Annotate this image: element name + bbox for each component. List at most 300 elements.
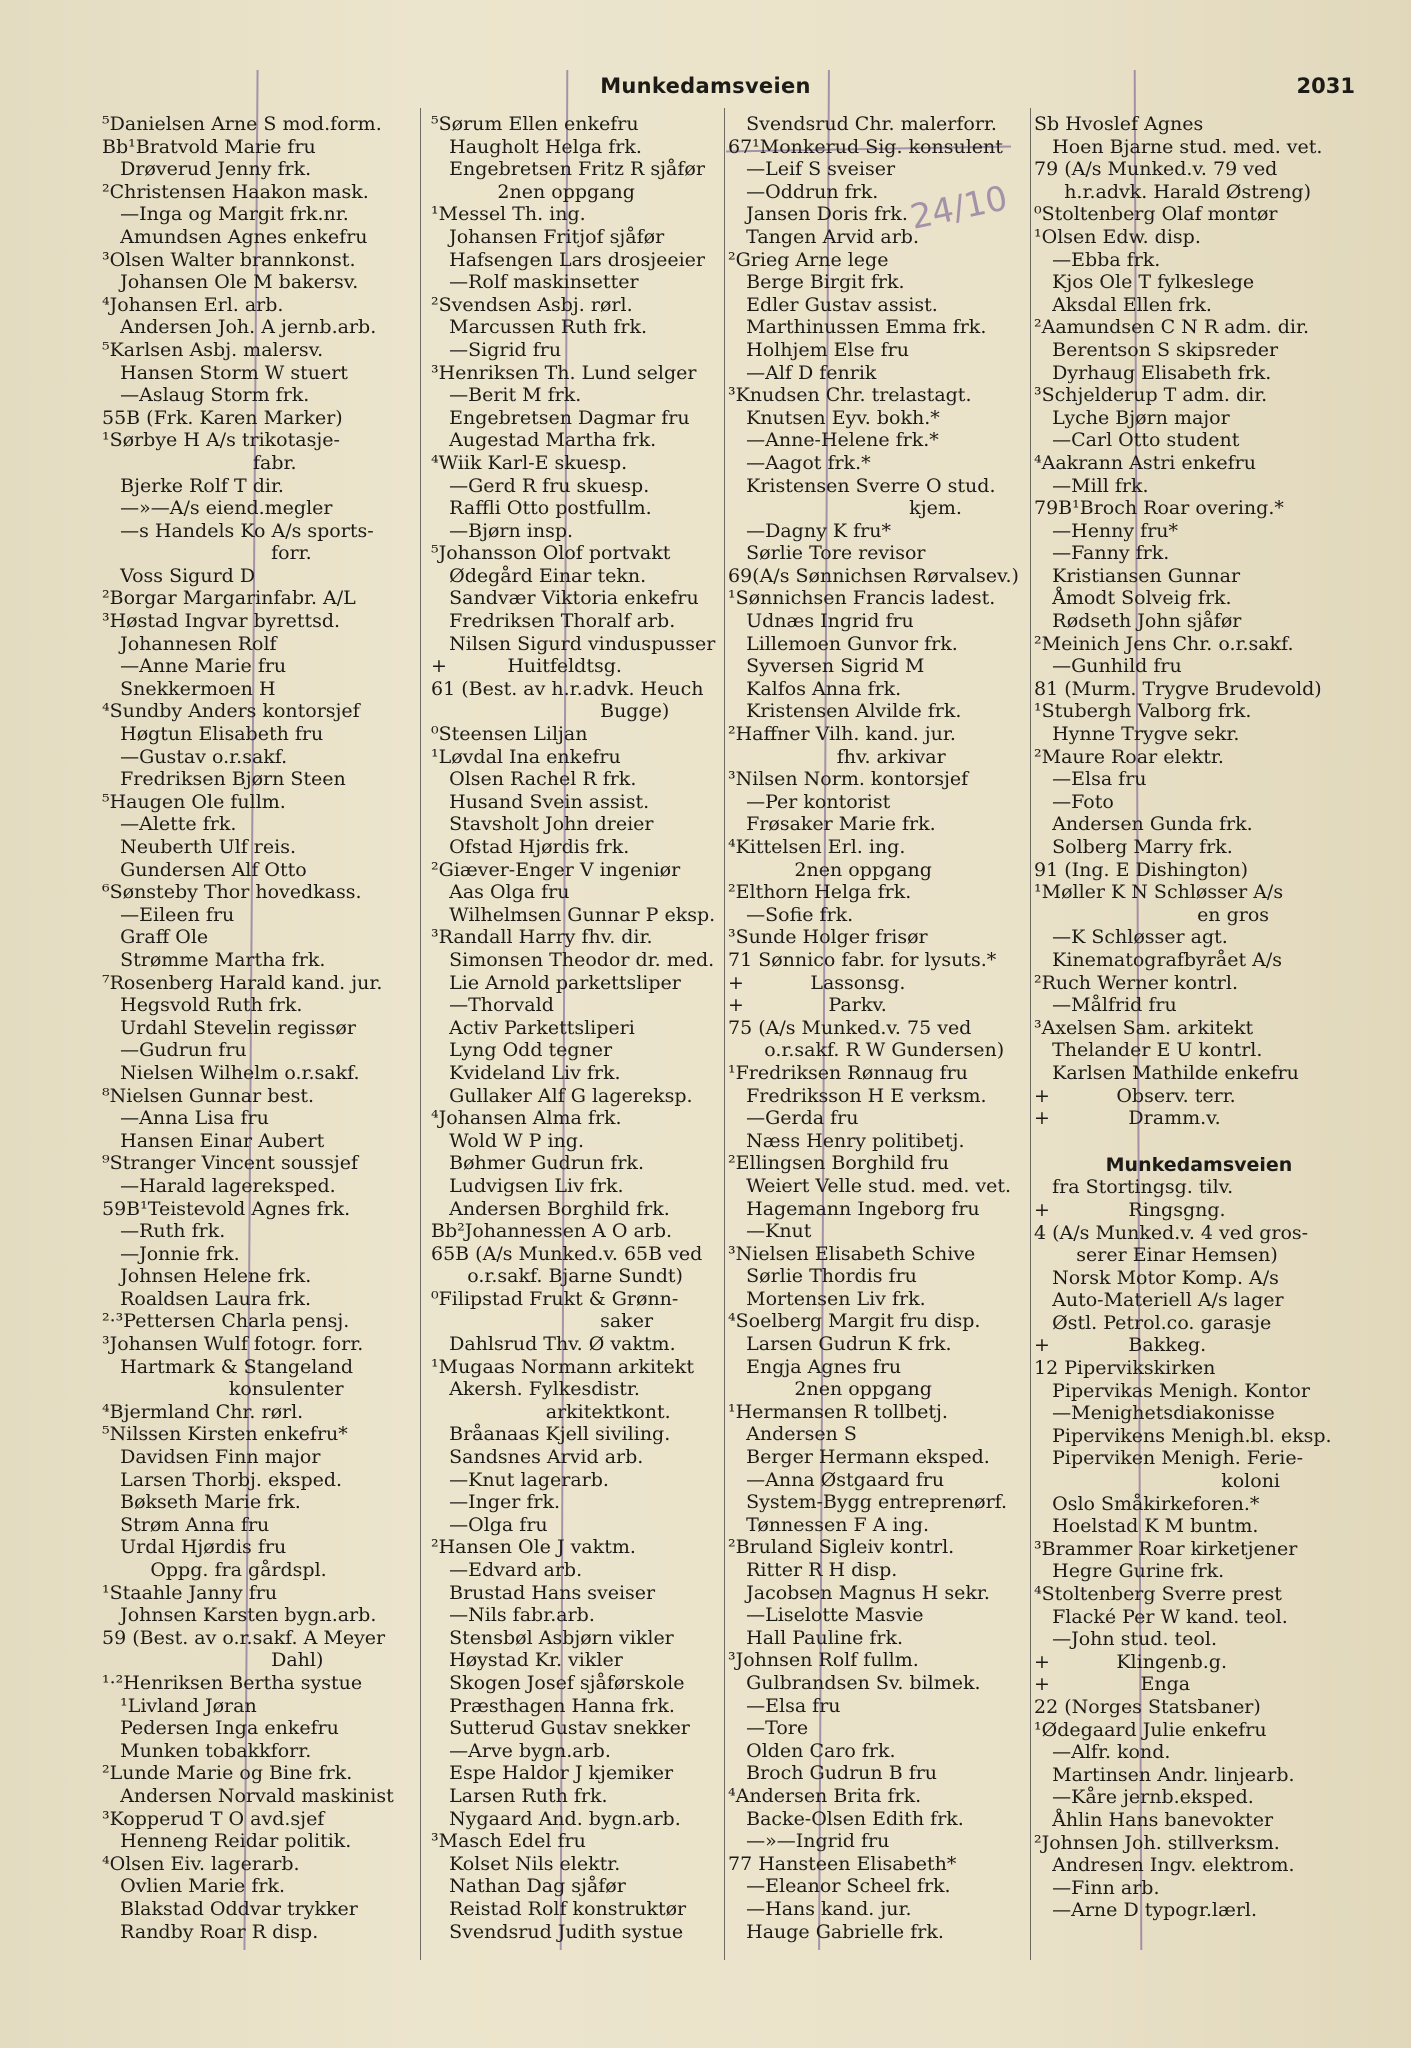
directory-entry: Berger Hermann eksped. — [728, 1446, 990, 1469]
directory-entry: Voss Sigurd D — [102, 564, 256, 587]
directory-entry: Thelander E U kontrl. — [1034, 1039, 1263, 1062]
directory-entry: Jacobsen Magnus H sekr. — [728, 1581, 990, 1604]
directory-entry: ¹Sønnichsen Francis ladest. — [728, 587, 996, 610]
directory-entry: Hall Pauline frk. — [728, 1626, 904, 1649]
directory-column-4 — [1034, 113, 1364, 1922]
directory-entry: Pedersen Inga enkefru — [102, 1717, 339, 1740]
directory-entry: + Parkv. — [728, 994, 887, 1017]
directory-entry: —Anne-Helene frk.* — [728, 429, 939, 452]
directory-entry: + Lassonsg. — [728, 971, 906, 994]
directory-entry: ⁵Johansson Olof portvakt — [431, 542, 671, 565]
directory-entry: ²Borgar Margarinfabr. A/L — [102, 587, 356, 610]
directory-entry: Høgtun Elisabeth fru — [102, 723, 324, 746]
directory-entry: Graff Ole — [102, 926, 209, 949]
directory-entry: 79B¹Broch Roar overing.* — [1034, 497, 1284, 520]
directory-entry: 75 (A/s Munked.v. 75 ved — [728, 1016, 972, 1039]
directory-entry: Kristensen Sverre O stud. — [728, 474, 996, 497]
directory-entry: Aksdal Ellen frk. — [1034, 293, 1212, 316]
directory-entry: —Berit M frk. — [431, 384, 582, 407]
directory-entry: ¹Møller K N Schløsser A/s — [1034, 881, 1284, 904]
directory-entry: —Dagny K fru* — [728, 519, 891, 542]
directory-entry: Wold W P ing. — [431, 1129, 584, 1152]
directory-entry: ⁴Olsen Eiv. lagerarb. — [102, 1852, 300, 1875]
directory-entry: ²Elthorn Helga frk. — [728, 881, 912, 904]
directory-entry: Roaldsen Laura frk. — [102, 1287, 311, 1310]
directory-entry: —Sigrid fru — [431, 338, 562, 361]
directory-entry: Kinematografbyrået A/s — [1034, 948, 1282, 971]
directory-entry: ³Olsen Walter brannkonst. — [102, 248, 356, 271]
directory-entry: Andersen Gunda frk. — [1034, 813, 1253, 836]
directory-entry: o.r.sakf. R W Gundersen) — [728, 1039, 1005, 1062]
directory-entry: Johansen Fritjof sjåfør — [431, 225, 665, 248]
directory-entry: Henneng Reidar politik. — [102, 1830, 352, 1853]
directory-column-2 — [431, 113, 724, 1943]
directory-entry: 91 (Ing. E Dishington) — [1034, 858, 1249, 881]
directory-entry: Mortensen Liv frk. — [728, 1287, 926, 1310]
directory-entry: ⁰Stoltenberg Olaf montør — [1034, 203, 1278, 226]
directory-entry: Augestad Martha frk. — [431, 429, 657, 452]
directory-entry: Gundersen Alf Otto — [102, 858, 307, 881]
directory-entry: Pipervikas Menigh. Kontor — [1034, 1379, 1310, 1402]
directory-entry: Johannesen Rolf — [102, 632, 277, 655]
directory-entry: —»—Ingrid fru — [728, 1830, 890, 1853]
directory-entry: ²Ellingsen Borghild fru — [728, 1152, 949, 1175]
directory-entry: —Anne Marie fru — [102, 655, 287, 678]
directory-entry: konsulenter — [102, 1378, 344, 1401]
directory-entry: Lillemoen Gunvor frk. — [728, 632, 958, 655]
directory-entry: Sb Hvoslef Agnes — [1034, 113, 1204, 135]
directory-entry: Svendsrud Judith systue — [431, 1920, 684, 1943]
directory-entry: Karlsen Mathilde enkefru — [1034, 1061, 1299, 1084]
directory-entry: Larsen Gudrun K frk. — [728, 1333, 952, 1356]
directory-entry: ⁶Sønsteby Thor hovedkass. — [102, 881, 362, 904]
directory-entry: Fredriksen Thoralf arb. — [431, 610, 676, 633]
directory-entry: —Anna Lisa fru — [102, 1107, 269, 1130]
directory-entry: ¹·²Henriksen Bertha systue — [102, 1671, 363, 1694]
directory-entry: Drøverud Jenny frk. — [102, 158, 312, 181]
directory-entry: ⁴Kittelsen Erl. ing. — [728, 836, 906, 858]
directory-entry: Berentson S skipsreder — [1034, 338, 1279, 361]
directory-entry: Sandvær Viktoria enkefru — [431, 587, 699, 610]
directory-entry: Hegre Gurine frk. — [1034, 1560, 1225, 1583]
directory-entry: —Sofie frk. — [728, 903, 854, 926]
directory-entry: 2nen oppgang — [431, 180, 635, 203]
directory-entry: —»—A/s eiend.megler — [102, 497, 333, 520]
directory-entry: + Ringsgng. — [1034, 1198, 1226, 1221]
directory-entry: ¹Olsen Edw. disp. — [1034, 225, 1201, 248]
directory-entry: ⁴Soelberg Margit fru disp. — [728, 1310, 981, 1333]
directory-entry: Norsk Motor Komp. A/s — [1034, 1266, 1279, 1289]
directory-entry: Sandsnes Arvid arb. — [431, 1446, 644, 1469]
directory-entry: Kristensen Alvilde frk. — [728, 700, 962, 723]
directory-entry: Stensbøl Asbjørn vikler — [431, 1626, 674, 1649]
directory-entry: + Enga — [1034, 1673, 1191, 1696]
directory-entry: —Henny fru* — [1034, 519, 1179, 542]
directory-entry: —Målfrid fru — [1034, 994, 1177, 1017]
directory-entry: Oppg. fra gårdspl. — [102, 1559, 327, 1581]
directory-entry: Berge Birgit frk. — [728, 271, 905, 294]
directory-entry: 77 Hansteen Elisabeth* — [728, 1852, 957, 1875]
directory-entry: 67¹Monkerud Sig. konsulent — [728, 135, 1003, 158]
directory-entry: serer Einar Hemsen) — [1034, 1244, 1278, 1267]
directory-entry: —Alfr. kond. — [1034, 1741, 1171, 1764]
directory-entry: —Ebba frk. — [1034, 248, 1161, 271]
directory-entry: —Anna Østgaard fru — [728, 1468, 945, 1491]
directory-entry: 59 (Best. av o.r.sakf. A Meyer — [102, 1626, 386, 1649]
directory-entry: Weiert Velle stud. med. vet. — [728, 1174, 1012, 1197]
directory-entry: ⁵Nilssen Kirsten enkefru* — [102, 1423, 348, 1446]
directory-entry: Oslo Småkirkeforen.* — [1034, 1492, 1260, 1515]
directory-entry: ³Knudsen Chr. trelastagt. — [728, 384, 972, 407]
directory-entry: Hynne Trygve sekr. — [1034, 723, 1240, 746]
directory-entry: —Alette frk. — [102, 813, 237, 836]
directory-entry: ⁵Karlsen Asbj. malersv. — [102, 338, 324, 361]
directory-entry: Munken tobakkforr. — [102, 1739, 312, 1762]
directory-entry: Kalfos Anna frk. — [728, 677, 902, 700]
directory-entry: 61 (Best. av h.r.advk. Heuch — [431, 677, 704, 700]
directory-entry: Næss Henry politibetj. — [728, 1129, 965, 1152]
directory-entry: Marthinussen Emma frk. — [728, 316, 987, 339]
directory-entry: —Eileen fru — [102, 903, 235, 926]
directory-entry: —John stud. teol. — [1034, 1628, 1217, 1651]
directory-entry: Engebretsen Dagmar fru — [431, 406, 690, 429]
directory-entry: 59B¹Teistevold Agnes frk. — [102, 1197, 351, 1220]
directory-entry: ²Ruch Werner kontrl. — [1034, 971, 1239, 994]
directory-entry: ²Christensen Haakon mask. — [102, 180, 369, 203]
directory-entry: Andersen S — [728, 1423, 857, 1446]
directory-entry: ³Randall Harry fhv. dir. — [431, 926, 653, 949]
directory-entry: —Gerd R fru skuesp. — [431, 474, 650, 497]
directory-entry: —Knut — [728, 1220, 812, 1243]
directory-entry: ³Høstad Ingvar byrettsd. — [102, 610, 341, 633]
directory-entry: Knutsen Eyv. bokh.* — [728, 406, 940, 429]
directory-entry: —Inga og Margit frk.nr. — [102, 203, 349, 226]
directory-entry: Nathan Dag sjåfør — [431, 1875, 626, 1898]
directory-entry: Hansen Einar Aubert — [102, 1129, 325, 1152]
directory-entry: ⁰Steensen Liljan — [431, 723, 588, 746]
directory-entry: Bråanaas Kjell siviling. — [431, 1423, 671, 1446]
directory-entry: ⁵Sørum Ellen enkefru — [431, 113, 639, 135]
directory-entry: Urdahl Stevelin regissør — [102, 1016, 356, 1039]
directory-entry: ⁹Stranger Vincent soussjef — [102, 1152, 359, 1175]
directory-entry: Bøkseth Marie frk. — [102, 1491, 301, 1514]
directory-entry: Aas Olga fru — [431, 881, 570, 904]
directory-entry: 12 Pipervikskirken — [1034, 1357, 1216, 1380]
directory-entry: Jansen Doris frk. — [728, 203, 908, 226]
handwritten-note: 24/10 — [906, 178, 1012, 238]
directory-entry: —Alf D fenrik — [728, 361, 877, 384]
directory-entry: + Huitfeldtsg. — [431, 655, 622, 678]
directory-entry: Lyng Odd tegner — [431, 1039, 613, 1062]
directory-entry: ³Nielsen Elisabeth Schive — [728, 1242, 976, 1265]
directory-entry: o.r.sakf. Bjarne Sundt) — [431, 1265, 683, 1288]
directory-entry: Larsen Thorbj. eksped. — [102, 1468, 343, 1491]
directory-entry: forr. — [102, 542, 312, 565]
directory-entry: Wilhelmsen Gunnar P eksp. — [431, 903, 716, 926]
directory-entry: ⁴Johansen Erl. arb. — [102, 293, 284, 316]
directory-entry: kjem. — [728, 497, 962, 520]
directory-entry: Ofstad Hjørdis frk. — [431, 836, 630, 858]
directory-entry: —Foto — [1034, 790, 1114, 813]
directory-column-3 — [728, 113, 1038, 1943]
directory-entry: Ovlien Marie frk. — [102, 1875, 285, 1898]
directory-entry: Akersh. Fylkesdistr. — [431, 1378, 640, 1401]
directory-entry: ³Johansen Wulf fotogr. forr. — [102, 1333, 364, 1356]
directory-entry: ¹Mugaas Normann arkitekt — [431, 1355, 694, 1378]
directory-entry: Dyrhaug Elisabeth frk. — [1034, 361, 1272, 384]
directory-entry: Holhjem Else fru — [728, 338, 909, 361]
directory-entry: ⁰Filipstad Frukt & Grønn- — [431, 1287, 679, 1310]
directory-entry: 2nen oppgang — [728, 1378, 932, 1401]
directory-entry: Ludvigsen Liv frk. — [431, 1174, 624, 1197]
directory-entry: ³Schjelderup T adm. dir. — [1034, 384, 1268, 407]
directory-entry: + Dramm.v. — [1034, 1107, 1221, 1130]
directory-entry: —Gudrun fru — [102, 1039, 247, 1062]
directory-entry: Strøm Anna fru — [102, 1513, 270, 1536]
directory-entry: ³Masch Edel fru — [431, 1830, 586, 1853]
directory-entry: ¹Ødegaard Julie enkefru — [1034, 1718, 1267, 1741]
directory-entry: —Bjørn insp. — [431, 519, 574, 542]
directory-entry: Amundsen Agnes enkefru — [102, 225, 368, 248]
directory-entry: ²Meinich Jens Chr. o.r.sakf. — [1034, 632, 1294, 655]
directory-entry: ²·³Pettersen Charla pensj. — [102, 1310, 350, 1333]
directory-entry: Bøhmer Gudrun frk. — [431, 1152, 644, 1175]
directory-entry: —Gunhild fru — [1034, 655, 1182, 678]
directory-entry: Larsen Ruth frk. — [431, 1784, 608, 1807]
directory-entry: h.r.advk. Harald Østreng) — [1034, 180, 1312, 203]
directory-entry: ³Nilsen Norm. kontorsjef — [728, 768, 969, 791]
directory-entry: —Nils fabr.arb. — [431, 1604, 595, 1627]
directory-entry: fhv. arkivar — [728, 745, 946, 768]
directory-entry: Hegsvold Ruth frk. — [102, 994, 303, 1017]
directory-entry: Raffli Otto postfullm. — [431, 497, 652, 520]
directory-entry: ¹Hermansen R tollbetj. — [728, 1400, 948, 1423]
directory-entry: Bjerke Rolf T dir. — [102, 474, 284, 497]
directory-entry: arkitektkont. — [431, 1400, 671, 1423]
directory-entry: + Bakkeg. — [1034, 1334, 1207, 1357]
directory-entry: Tønnessen F A ing. — [728, 1513, 929, 1536]
directory-entry: —Finn arb. — [1034, 1876, 1160, 1899]
directory-entry: —Rolf maskinsetter — [431, 271, 639, 294]
directory-entry: ²Svendsen Asbj. rørl. — [431, 293, 633, 316]
directory-entry: fra Stortingsg. tilv. — [1034, 1176, 1234, 1199]
directory-entry: Lie Arnold parkettsliper — [431, 971, 681, 994]
directory-entry: Skogen Josef sjåførskole — [431, 1671, 685, 1694]
directory-entry: Høystad Kr. vikler — [431, 1649, 623, 1672]
directory-entry: Urdal Hjørdis fru — [102, 1536, 287, 1559]
directory-entry: Bb²Johannessen A O arb. — [431, 1220, 673, 1243]
directory-entry: Ødegård Einar tekn. — [431, 564, 647, 587]
directory-entry: ⁴Stoltenberg Sverre prest — [1034, 1583, 1282, 1605]
directory-entry: —Tore — [728, 1717, 809, 1740]
directory-entry: —Inger frk. — [431, 1491, 561, 1514]
directory-entry: Espe Haldor J kjemiker — [431, 1762, 674, 1785]
directory-entry: Engja Agnes fru — [728, 1355, 902, 1378]
directory-entry: ⁴Aakrann Astri enkefru — [1034, 451, 1256, 474]
directory-entry: —Oddrun frk. — [728, 180, 879, 203]
directory-entry: —Harald lagereksped. — [102, 1174, 336, 1197]
directory-entry: Solberg Marry frk. — [1034, 836, 1233, 858]
directory-entry: Hansen Storm W stuert — [102, 361, 348, 384]
directory-entry: Hoelstad K M buntm. — [1034, 1515, 1259, 1538]
directory-entry: Olsen Rachel R frk. — [431, 768, 637, 791]
directory-entry: Dahlsrud Thv. Ø vaktm. — [431, 1333, 676, 1356]
directory-entry: ²Johnsen Joh. stillverksm. — [1034, 1831, 1280, 1854]
directory-entry: ³Johnsen Rolf fullm. — [728, 1649, 919, 1672]
directory-entry: Hoen Bjarne stud. med. vet. — [1034, 135, 1323, 158]
directory-entry: —Fanny frk. — [1034, 542, 1170, 565]
directory-entry: —Olga fru — [431, 1513, 548, 1536]
directory-entry: 71 Sønnico fabr. for lysuts.* — [728, 948, 997, 971]
directory-entry: —Leif S sveiser — [728, 158, 896, 181]
directory-entry: ¹Fredriksen Rønnaug fru — [728, 1061, 968, 1084]
directory-entry: Johansen Ole M bakersv. — [102, 271, 359, 294]
page-title: Munkedamsveien — [600, 74, 811, 98]
directory-entry: Dahl) — [102, 1649, 324, 1672]
directory-entry: —Eleanor Scheel frk. — [728, 1875, 951, 1898]
directory-entry: Hauge Gabrielle frk. — [728, 1920, 944, 1943]
directory-entry: en gros — [1034, 903, 1270, 926]
directory-entry: —Aslaug Storm frk. — [102, 384, 310, 407]
directory-entry: Lyche Bjørn major — [1034, 406, 1230, 429]
directory-entry: Davidsen Finn major — [102, 1446, 321, 1469]
directory-entry: Nielsen Wilhelm o.r.sakf. — [102, 1061, 360, 1084]
directory-entry: —Gustav o.r.sakf. — [102, 745, 288, 768]
directory-entry: Fredriksson H E verksm. — [728, 1084, 987, 1107]
directory-entry: Kristiansen Gunnar — [1034, 564, 1241, 587]
directory-entry: ⁴Andersen Brita frk. — [728, 1784, 922, 1807]
directory-entry: Flacké Per W kand. teol. — [1034, 1605, 1288, 1628]
directory-entry: ³Brammer Roar kirketjener — [1034, 1537, 1298, 1560]
directory-entry: Hafsengen Lars drosjeeier — [431, 248, 705, 271]
directory-entry: koloni — [1034, 1470, 1281, 1493]
directory-entry: ¹Løvdal Ina enkefru — [431, 745, 621, 768]
directory-entry: Svendsrud Chr. malerforr. — [728, 113, 997, 135]
directory-entry: —Elsa fru — [728, 1694, 841, 1717]
directory-entry: Tangen Arvid arb. — [728, 225, 919, 248]
directory-entry: Johnsen Helene frk. — [102, 1265, 312, 1288]
directory-entry: Marcussen Ruth frk. — [431, 316, 648, 339]
column-divider — [724, 108, 725, 1960]
directory-entry: ³Henriksen Th. Lund selger — [431, 361, 697, 384]
directory-entry: —s Handels Ko A/s sports- — [102, 519, 374, 542]
directory-entry: Østl. Petrol.co. garasje — [1034, 1311, 1272, 1334]
directory-entry: Johnsen Karsten bygn.arb. — [102, 1604, 377, 1627]
directory-entry: —Mill frk. — [1034, 474, 1149, 497]
directory-entry: —Aagot frk.* — [728, 451, 871, 474]
column-divider — [420, 108, 421, 1960]
directory-entry: 55B (Frk. Karen Marker) — [102, 406, 343, 429]
directory-entry: Backe-Olsen Edith frk. — [728, 1807, 964, 1830]
directory-entry: Hartmark & Stangeland — [102, 1355, 354, 1378]
directory-entry: Gullaker Alf G lagereksp. — [431, 1084, 693, 1107]
directory-entry: —Carl Otto student — [1034, 429, 1240, 452]
directory-entry: —Jonnie frk. — [102, 1242, 240, 1265]
directory-entry: —Knut lagerarb. — [431, 1468, 609, 1491]
directory-entry: saker — [431, 1310, 654, 1333]
directory-entry: ⁴Sundby Anders kontorsjef — [102, 700, 360, 723]
directory-entry: Kolset Nils elektr. — [431, 1852, 621, 1875]
directory-entry: 22 (Norges Statsbaner) — [1034, 1695, 1261, 1718]
directory-entry: Strømme Martha frk. — [102, 948, 326, 971]
directory-entry: Blakstad Oddvar trykker — [102, 1897, 358, 1920]
directory-entry: Åmodt Solveig frk. — [1034, 587, 1232, 610]
directory-entry: ²Giæver-Enger V ingeniør — [431, 858, 681, 881]
directory-entry: Kvideland Liv frk. — [431, 1061, 621, 1084]
directory-entry: Kjos Ole T fylkeslege — [1034, 271, 1255, 294]
directory-entry: —Menighetsdiakonisse — [1034, 1402, 1275, 1425]
directory-entry: Andersen Norvald maskinist — [102, 1784, 394, 1807]
directory-entry: 79 (A/s Munked.v. 79 ved — [1034, 158, 1278, 181]
directory-entry: Husand Svein assist. — [431, 790, 650, 813]
directory-entry: Frøsaker Marie frk. — [728, 813, 936, 836]
directory-entry: Åhlin Hans banevokter — [1034, 1808, 1274, 1831]
directory-entry: ²Aamundsen C N R adm. dir. — [1034, 316, 1310, 339]
directory-entry: Sørlie Tore revisor — [728, 542, 926, 565]
directory-entry: Edler Gustav assist. — [728, 293, 938, 316]
directory-entry: Martinsen Andr. linjearb. — [1034, 1763, 1295, 1786]
directory-entry: Munkedamsveien — [1105, 1153, 1293, 1176]
directory-entry: fabr. — [102, 451, 297, 474]
directory-entry: ³Axelsen Sam. arkitekt — [1034, 1016, 1254, 1039]
directory-entry: ¹Stubergh Valborg frk. — [1034, 700, 1252, 723]
directory-entry: Ritter R H disp. — [728, 1559, 898, 1581]
directory-entry: Reistad Rolf konstruktør — [431, 1897, 687, 1920]
directory-entry: Hagemann Ingeborg fru — [728, 1197, 980, 1220]
directory-entry: —Thorvald — [431, 994, 554, 1017]
directory-entry: ⁷Rosenberg Harald kand. jur. — [102, 971, 383, 994]
directory-entry: 65B (A/s Munked.v. 65B ved — [431, 1242, 703, 1265]
directory-entry: —K Schløsser agt. — [1034, 926, 1228, 949]
directory-entry: Præsthagen Hanna frk. — [431, 1694, 675, 1717]
directory-entry: Stavsholt John dreier — [431, 813, 654, 836]
directory-entry: Randby Roar R disp. — [102, 1920, 319, 1943]
directory-entry: 81 (Murm. Trygve Brudevold) — [1034, 677, 1322, 700]
directory-entry: ⁸Nielsen Gunnar best. — [102, 1084, 315, 1107]
directory-entry: ⁴Johansen Alma frk. — [431, 1107, 622, 1130]
directory-entry: Sutterud Gustav snekker — [431, 1717, 690, 1740]
page-number: 2031 — [1296, 74, 1355, 98]
directory-entry: Bb¹Bratvold Marie fru — [102, 135, 316, 158]
directory-entry: Auto-Materiell A/s lager — [1034, 1289, 1284, 1312]
directory-entry: ¹Livland Jøran — [102, 1694, 257, 1717]
directory-entry: Andersen Borghild frk. — [431, 1197, 670, 1220]
directory-entry: Udnæs Ingrid fru — [728, 610, 914, 633]
directory-entry: ²Hansen Ole J vaktm. — [431, 1536, 636, 1559]
directory-entry: ²Bruland Sigleiv kontrl. — [728, 1536, 955, 1559]
directory-entry: Andresen Ingv. elektrom. — [1034, 1854, 1295, 1877]
directory-entry: Gulbrandsen Sv. bilmek. — [728, 1671, 981, 1694]
directory-entry: ⁴Bjermland Chr. rørl. — [102, 1400, 304, 1423]
directory-entry: Pipervikens Menigh.bl. eksp. — [1034, 1424, 1332, 1447]
directory-entry: ³Kopperud T O avd.sjef — [102, 1807, 325, 1830]
directory-entry: Piperviken Menigh. Ferie- — [1034, 1447, 1304, 1470]
directory-entry: ⁵Haugen Ole fullm. — [102, 790, 286, 813]
directory-entry: Brustad Hans sveiser — [431, 1581, 656, 1604]
directory-entry: ²Maure Roar elektr. — [1034, 745, 1224, 768]
directory-entry: —Elsa fru — [1034, 768, 1147, 791]
directory-entry: Haugholt Helga frk. — [431, 135, 642, 158]
directory-entry: —Kåre jernb.eksped. — [1034, 1786, 1254, 1809]
directory-entry: ¹Messel Th. ing. — [431, 203, 586, 226]
directory-entry: Simonsen Theodor dr. med. — [431, 948, 715, 971]
directory-entry: ²Haffner Vilh. kand. jur. — [728, 723, 956, 746]
directory-entry: Rødseth John sjåfør — [1034, 610, 1242, 633]
directory-entry: —Hans kand. jur. — [728, 1897, 912, 1920]
directory-entry: —Arve bygn.arb. — [431, 1739, 611, 1762]
directory-entry: Nygaard And. bygn.arb. — [431, 1807, 681, 1830]
directory-entry: + Klingenb.g. — [1034, 1650, 1227, 1673]
